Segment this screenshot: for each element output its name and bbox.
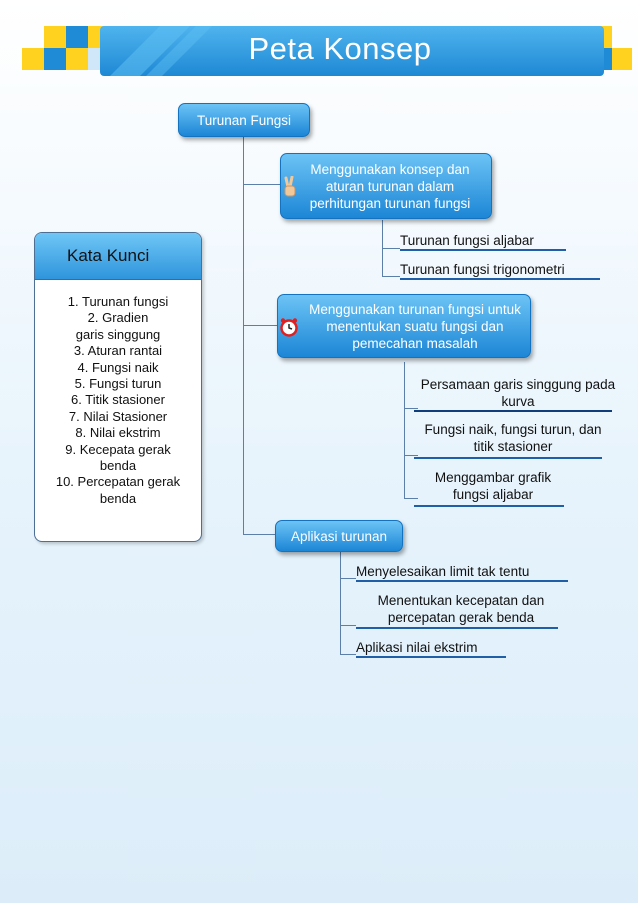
list-item: 7. Nilai Stasioner — [68, 408, 168, 424]
keyword-title: Kata Kunci — [67, 246, 150, 265]
keyword-list — [35, 294, 201, 507]
keyword-card — [34, 232, 202, 542]
root-label: Turunan Fungsi — [196, 112, 292, 128]
root-node — [178, 103, 310, 137]
list-item: 1. Turunan fungsi — [67, 294, 169, 309]
list-item: 2. Gradien garis singgung — [75, 310, 161, 342]
branch-label-2: Menggunakan turunan fungsi untuk menentukan suatu fungsi dan pemecahan masalah — [309, 301, 521, 351]
leaf-1-2: Turunan fungsi trigonometri — [400, 262, 565, 277]
leaf-1-1: Turunan fungsi aljabar — [400, 233, 534, 248]
page-title: Peta Konsep — [248, 31, 432, 66]
list-item: 9. Kecepata gerak benda — [65, 441, 171, 474]
list-item: 10. Percepatan gerak benda — [55, 474, 181, 506]
branch-node-2 — [277, 294, 531, 358]
list-item: 6. Titik stasioner — [71, 392, 165, 408]
leaf-2-1: Persamaan garis singgung pada kurva — [420, 377, 616, 409]
list-item: 3. Aturan rantai — [73, 343, 163, 359]
leaf-3-1: Menyelesaikan limit tak tentu — [356, 564, 530, 579]
leaf-3-2: Menentukan kecepatan dan percepatan gerak benda — [377, 593, 545, 625]
list-item: 5. Fungsi turun — [74, 376, 162, 392]
branch-node-1 — [280, 153, 492, 219]
leaf-3-3: Aplikasi nilai ekstrim — [356, 640, 478, 655]
leaf-2-2: Fungsi naik, fungsi turun, dan titik stasioner — [424, 422, 602, 454]
trunk-line — [243, 136, 244, 534]
list-item: 8. Nilai ekstrim — [75, 425, 161, 441]
branch-label-1: Menggunakan konsep dan aturan turunan dalam perhitungan turunan fungsi — [309, 161, 471, 211]
hand-peace-icon — [282, 176, 298, 198]
alarm-clock-icon — [279, 317, 299, 337]
branch-label-3: Aplikasi turunan — [290, 528, 388, 544]
list-item: 4. Fungsi naik — [77, 359, 159, 375]
branch-node-3 — [275, 520, 403, 552]
leaf-2-3: Menggambar grafik fungsi aljabar — [434, 470, 552, 502]
